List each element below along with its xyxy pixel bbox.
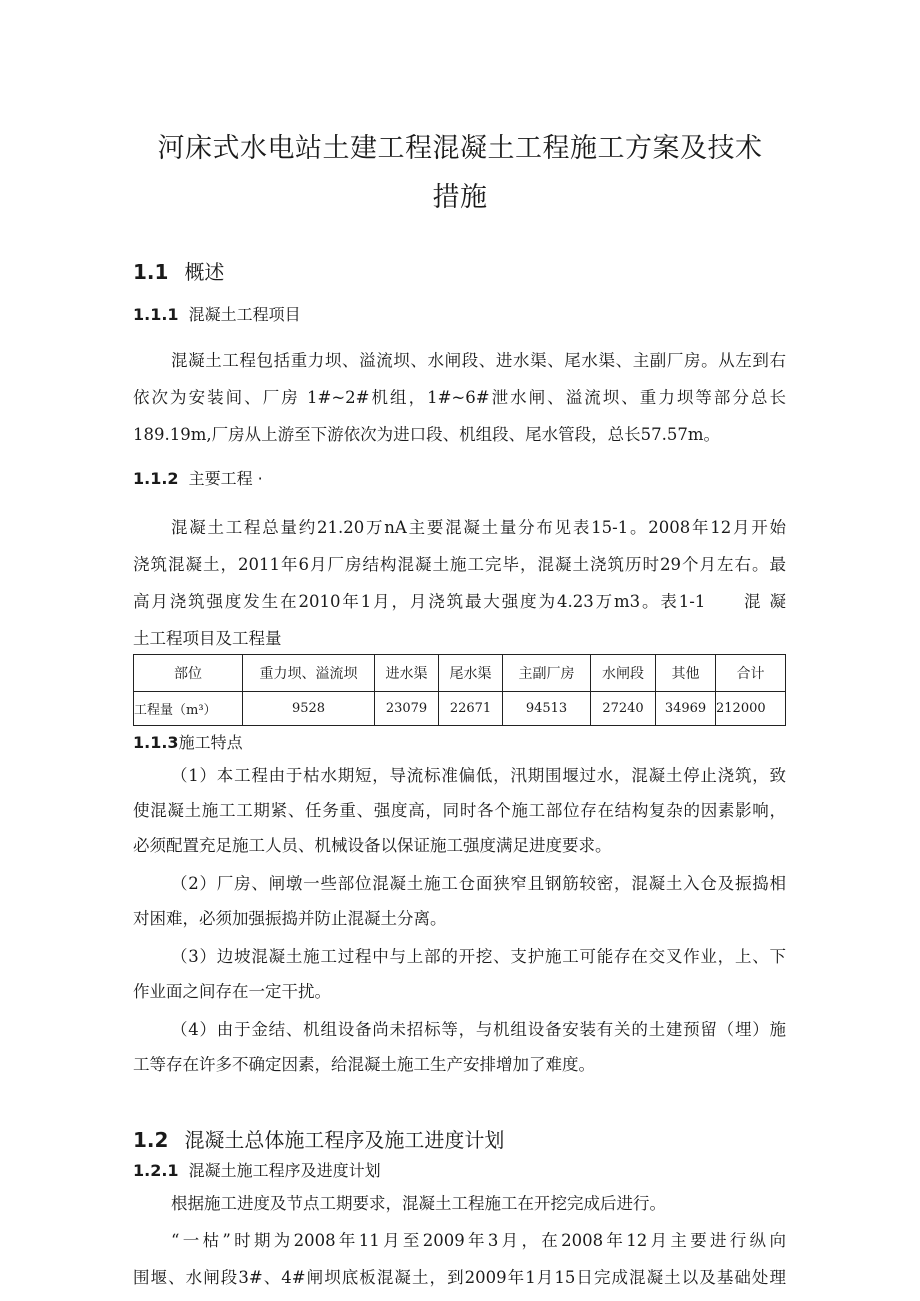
paragraph-line: 工等存在许多不确定因素，给混凝土施工生产安排增加了难度。 — [133, 1055, 595, 1074]
paragraph-line: 必须配置充足施工人员、机械设备以保证施工强度满足进度要求。 — [133, 836, 612, 855]
paragraph-line: 作业面之间存在一定干扰。 — [133, 982, 331, 1001]
table-cell: 27240 — [591, 692, 656, 726]
table-caption: 土工程项目及工程量 — [133, 629, 282, 648]
paragraph-line: （3）边坡混凝土施工过程中与上部的开挖、支护施工可能存在交叉作业，上、下 — [171, 947, 786, 966]
section-number: 1.1 — [133, 260, 169, 284]
table-row-label: 工程量（m³） — [134, 692, 243, 726]
paragraph-line: 混凝土工程包括重力坝、溢流坝、水闸段、进水渠、尾水渠、主副厂房。从左到右 — [171, 351, 786, 370]
section-title: 施工特点 — [178, 733, 243, 752]
section-number: 1.2.1 — [133, 1161, 179, 1180]
section-1-1-2-heading — [133, 466, 263, 489]
section-1-2-1-heading — [133, 1158, 381, 1181]
paragraph-line: 189.19m,厂房从上游至下游依次为进口段、机组段、尾水管段，总长57.57m。 — [133, 425, 721, 444]
table-cell: 22671 — [439, 692, 503, 726]
table-header-cell: 进水渠 — [375, 655, 439, 692]
table-cell: 94513 — [503, 692, 591, 726]
section-title: 混凝土总体施工程序及施工进度计划 — [184, 1128, 505, 1152]
section-number: 1.1.3 — [133, 733, 179, 752]
quantity-table — [133, 654, 786, 726]
section-number: 1.1.1 — [133, 305, 179, 324]
document-title-line-1: 河床式水电站土建工程混凝土工程施工方案及技术 — [157, 133, 763, 164]
table-cell: 34969 — [656, 692, 716, 726]
section-title: 主要工程 · — [188, 469, 263, 488]
section-1-1-1-heading — [133, 302, 301, 325]
paragraph-line: 使混凝土施工工期紧、任务重、强度高，同时各个施工部位存在结构复杂的因素影响， — [133, 801, 786, 820]
section-number: 1.2 — [133, 1128, 169, 1152]
paragraph-line: “一枯”时期为2008年11月至2009年3月，在2008年12月主要进行纵向 — [171, 1231, 786, 1250]
paragraph-line: 围堰、水闸段3#、4#闸坝底板混凝土，到2009年1月15日完成混凝土以及基础处理 — [133, 1268, 786, 1287]
paragraph-line: （1）本工程由于枯水期短，导流标准偏低，汛期围堰过水，混凝土停止浇筑，致 — [171, 766, 786, 785]
paragraph-line: （4）由于金结、机组设备尚未招标等，与机组设备安装有关的土建预留（埋）施 — [171, 1020, 786, 1039]
table-cell: 23079 — [375, 692, 439, 726]
document-title-line-2: 措施 — [432, 182, 488, 213]
table-header-cell: 尾水渠 — [439, 655, 503, 692]
section-1-1-heading — [133, 256, 224, 285]
paragraph-line: 高月浇筑强度发生在2010年1月，月浇筑最大强度为4.23万m3。表1-1 混 凝 — [133, 592, 786, 611]
section-1-1-3-heading — [133, 730, 243, 753]
paragraph-line: 根据施工进度及节点工期要求，混凝土工程施工在开挖完成后进行。 — [171, 1194, 666, 1213]
table-header-cell: 其他 — [656, 655, 716, 692]
table-cell: 9528 — [243, 692, 375, 726]
section-title: 概述 — [184, 260, 225, 284]
paragraph-line: 浇筑混凝土，2011年6月厂房结构混凝土施工完毕，混凝土浇筑历时29个月左右。最 — [133, 555, 786, 574]
table-header-cell: 水闸段 — [591, 655, 656, 692]
section-1-2-heading — [133, 1124, 504, 1153]
table-header-row — [134, 655, 786, 692]
table-header-cell: 重力坝、溢流坝 — [243, 655, 375, 692]
paragraph-line: （2）厂房、闸墩一些部位混凝土施工仓面狭窄且钢筋较密，混凝土入仓及振捣相 — [171, 874, 786, 893]
paragraph-line: 混凝土工程总量约21.20万nA主要混凝土量分布见表15-1。2008年12月开始 — [171, 518, 786, 537]
section-number: 1.1.2 — [133, 469, 179, 488]
table-header-cell: 合计 — [716, 655, 786, 692]
section-title: 混凝土工程项目 — [188, 305, 301, 324]
table-header-cell: 主副厂房 — [503, 655, 591, 692]
table-row — [134, 692, 786, 726]
paragraph-line: 对困难，必须加强振捣并防止混凝土分离。 — [133, 909, 447, 928]
table-cell: 212000 — [716, 692, 786, 726]
table-header-cell: 部位 — [134, 655, 243, 692]
paragraph-line: 依次为安装间、厂房 1#~2#机组，1#~6#泄水闸、溢流坝、重力坝等部分总长 — [133, 388, 786, 407]
section-title: 混凝土施工程序及进度计划 — [188, 1161, 381, 1180]
